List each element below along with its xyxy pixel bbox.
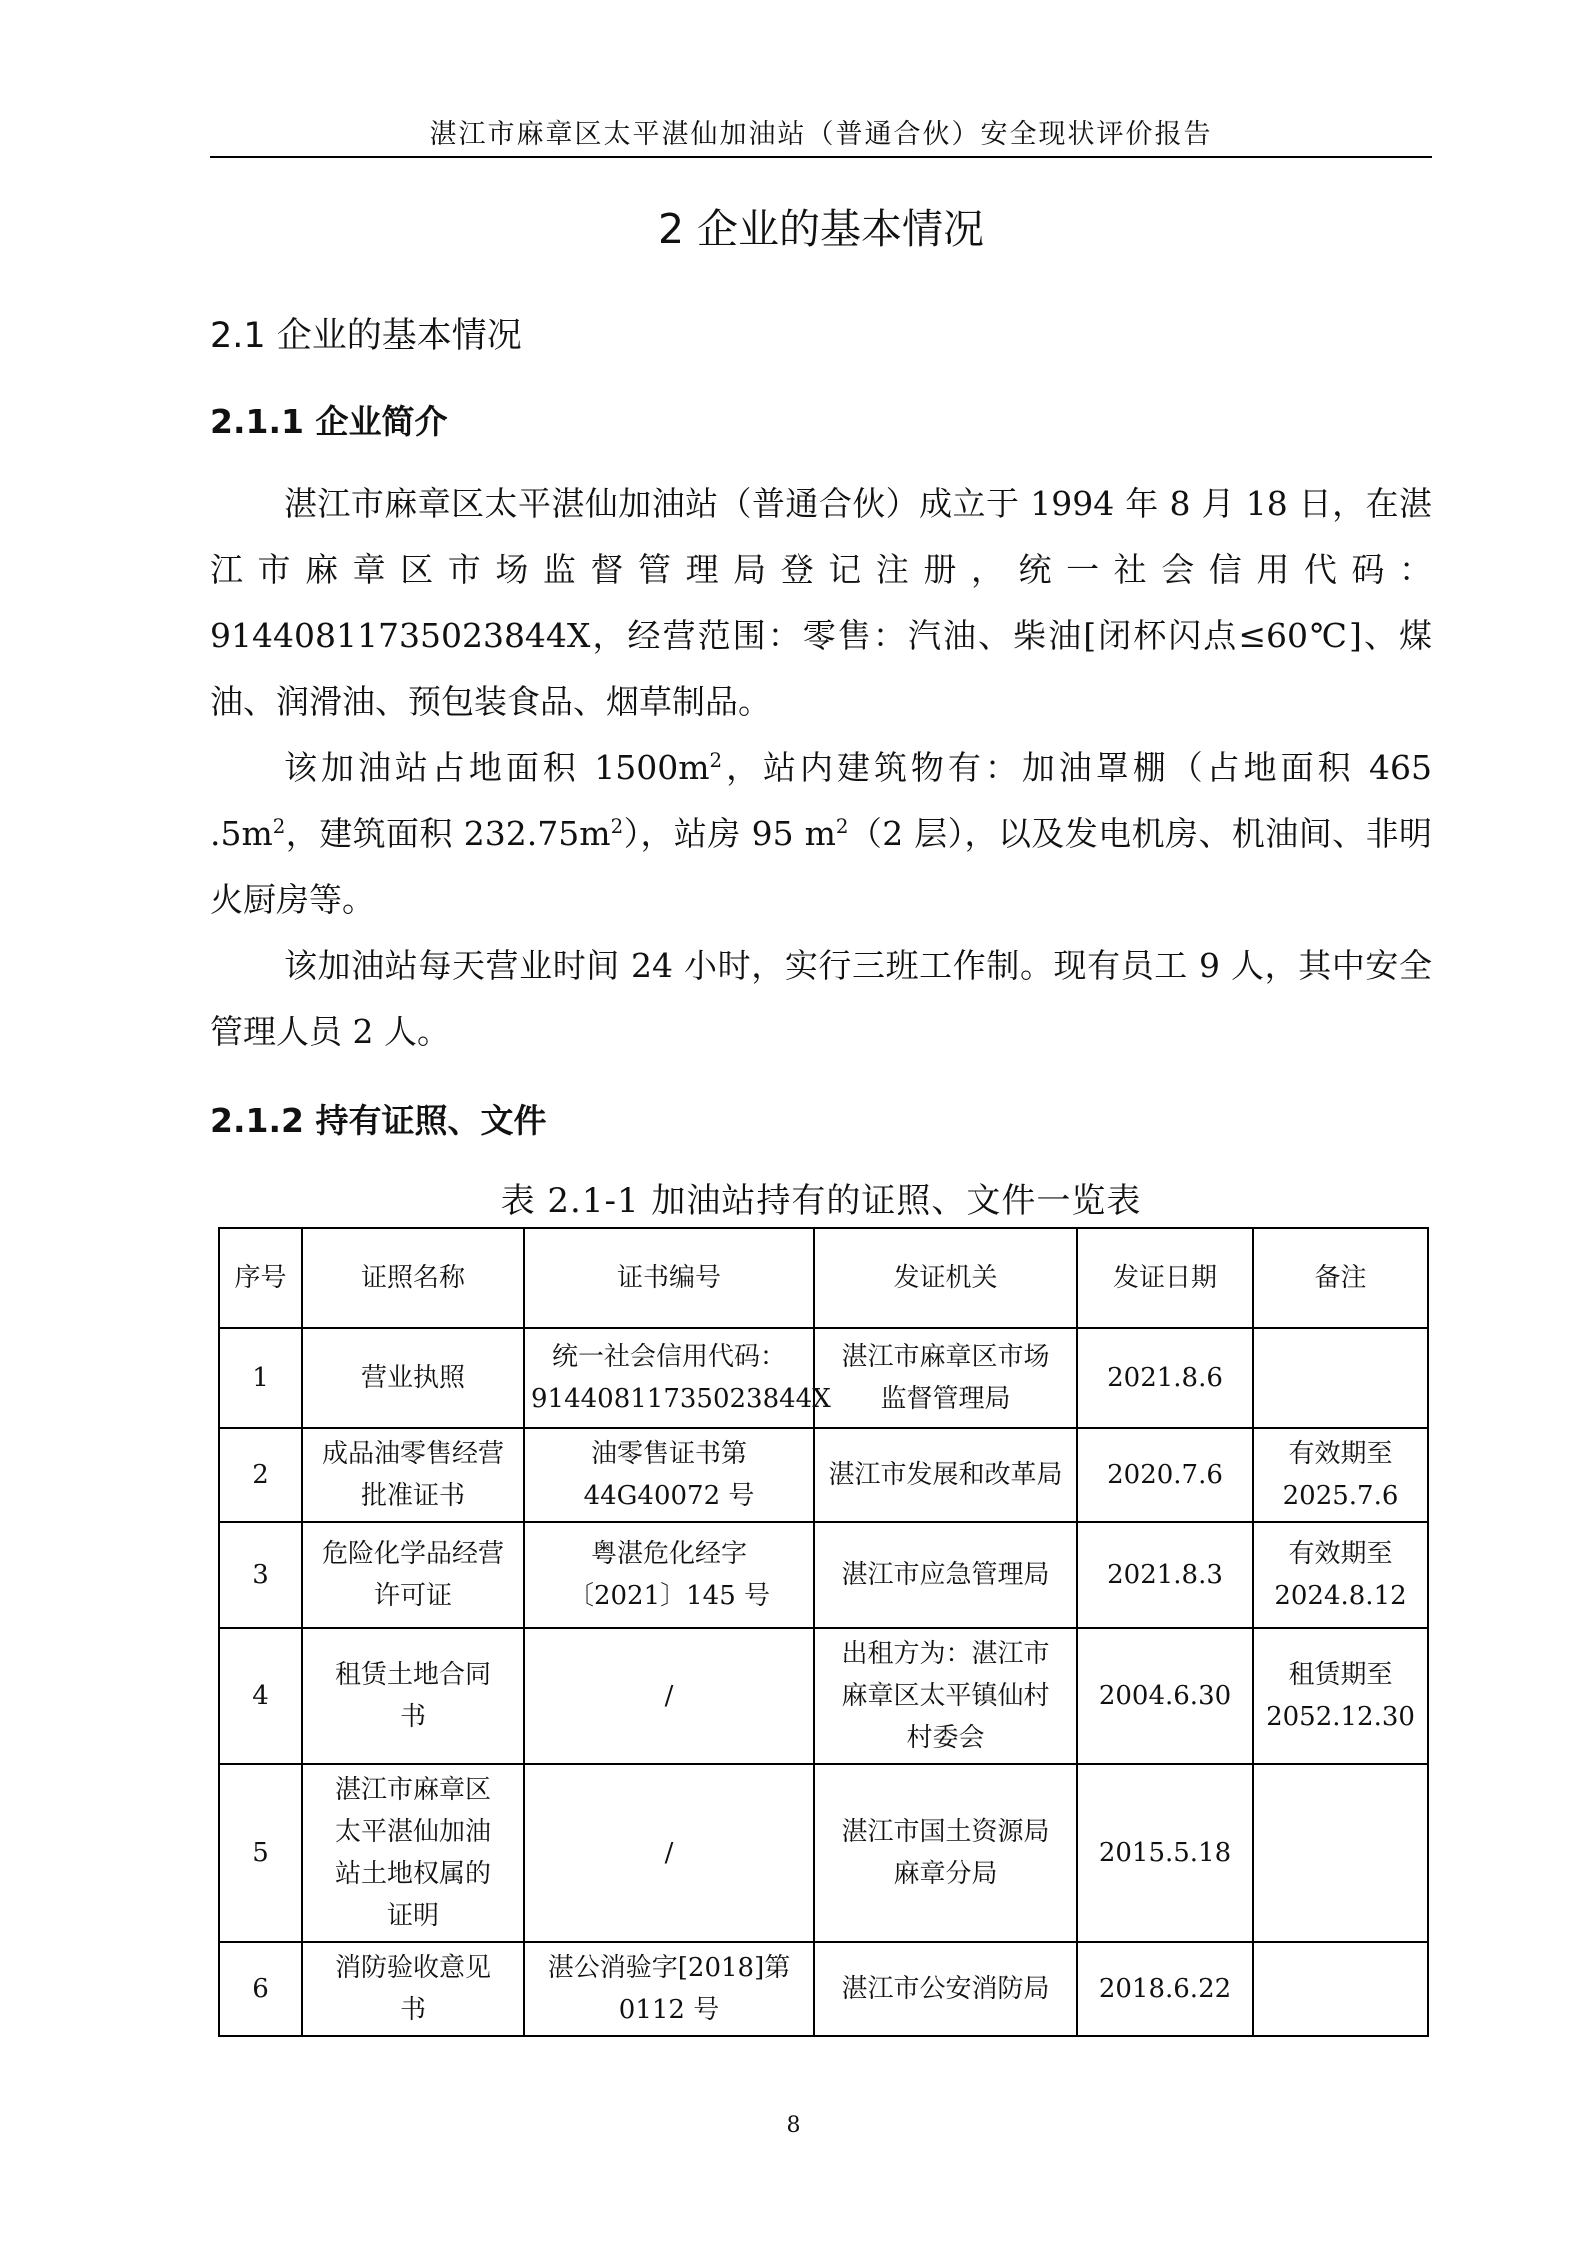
cell-number: 统一社会信用代码：91440811735023844X <box>524 1328 814 1428</box>
running-header: 湛江市麻章区太平湛仙加油站（普通合伙）安全现状评价报告 <box>429 119 1213 150</box>
cell-number: 油零售证书第 44G40072 号 <box>524 1428 814 1522</box>
header-cell-remark: 备注 <box>1253 1228 1428 1328</box>
section-heading-2-1-1: 2.1.1 企业简介 <box>210 402 448 441</box>
cell-remark <box>1253 1328 1428 1428</box>
area-text-e: （2 层），以及发电机房、机油间、非明火厨房等。 <box>210 814 1432 919</box>
cell-number: 湛公消验字[2018]第 0112 号 <box>524 1942 814 2036</box>
cell-index: 5 <box>219 1764 302 1942</box>
cell-index: 1 <box>219 1328 302 1428</box>
page-number: 8 <box>786 2113 801 2138</box>
table-row <box>219 1522 1428 1628</box>
header-cell-issuer: 发证机关 <box>814 1228 1077 1328</box>
cell-index: 3 <box>219 1522 302 1628</box>
cell-issuer: 湛江市应急管理局 <box>814 1522 1077 1628</box>
area-text-d: ），站房 95 m <box>623 814 836 853</box>
cell-index: 6 <box>219 1942 302 2036</box>
cell-date: 2021.8.6 <box>1077 1328 1253 1428</box>
cell-issuer: 湛江市麻章区市场监督管理局 <box>814 1328 1077 1428</box>
cell-remark <box>1253 1764 1428 1942</box>
superscript-2: 2 <box>272 815 286 838</box>
header-cell-number: 证书编号 <box>524 1228 814 1328</box>
table-row <box>219 1328 1428 1428</box>
cell-index: 4 <box>219 1628 302 1764</box>
table-caption: 表 2.1-1 加油站持有的证照、文件一览表 <box>500 1181 1142 1221</box>
cell-remark: 有效期至 2024.8.12 <box>1253 1522 1428 1628</box>
cell-number: / <box>524 1764 814 1942</box>
table-row <box>219 1764 1428 1942</box>
cell-name: 危险化学品经营许可证 <box>302 1522 524 1628</box>
intro-paragraph: 湛江市麻章区太平湛仙加油站（普通合伙）成立于 1994 年 8 月 18 日，在湛江市麻章区市场监督管理局登记注册，统一社会信用代码：91440811735023844X，经营范围：零售：汽油、柴油[闭杯闪点≤60℃]、煤油、润滑油、预包装食品、烟草制品。 <box>210 484 1432 721</box>
cell-index: 2 <box>219 1428 302 1522</box>
cell-name: 消防验收意见书 <box>302 1942 524 2036</box>
section-heading-2-1: 2.1 企业的基本情况 <box>210 316 522 356</box>
superscript-2: 2 <box>835 815 849 838</box>
area-text-c: ，建筑面积 232.75m <box>285 814 611 853</box>
table-header-row <box>219 1228 1428 1328</box>
cell-number: 粤湛危化经字〔2021〕145 号 <box>524 1522 814 1628</box>
table-row <box>219 1628 1428 1764</box>
cell-name: 营业执照 <box>302 1328 524 1428</box>
cell-remark: 有效期至 2025.7.6 <box>1253 1428 1428 1522</box>
cell-issuer: 湛江市国土资源局麻章分局 <box>814 1764 1077 1942</box>
area-text-a: 该加油站占地面积 1500m <box>284 748 710 787</box>
cell-date: 2020.7.6 <box>1077 1428 1253 1522</box>
header-cell-date: 发证日期 <box>1077 1228 1253 1328</box>
area-text-b: ，站内建筑物有：加油罩棚（占地面积 465 .5m <box>210 748 1432 853</box>
section-heading-2-1-2: 2.1.2 持有证照、文件 <box>210 1101 547 1140</box>
cell-issuer: 湛江市公安消防局 <box>814 1942 1077 2036</box>
cell-date: 2021.8.3 <box>1077 1522 1253 1628</box>
cell-remark: 租赁期至 2052.12.30 <box>1253 1628 1428 1764</box>
table-row <box>219 1428 1428 1522</box>
cell-issuer: 湛江市发展和改革局 <box>814 1428 1077 1522</box>
cell-date: 2015.5.18 <box>1077 1764 1253 1942</box>
cell-name: 成品油零售经营批准证书 <box>302 1428 524 1522</box>
cell-name: 湛江市麻章区太平湛仙加油站土地权属的证明 <box>302 1764 524 1942</box>
cell-date: 2004.6.30 <box>1077 1628 1253 1764</box>
superscript-2: 2 <box>610 815 624 838</box>
cell-remark <box>1253 1942 1428 2036</box>
table-row <box>219 1942 1428 2036</box>
certificate-table <box>218 1227 1429 2037</box>
header-rule <box>210 156 1432 158</box>
header-cell-index: 序号 <box>219 1228 302 1328</box>
cell-issuer: 出租方为：湛江市麻章区太平镇仙村村委会 <box>814 1628 1077 1764</box>
cell-name: 租赁土地合同书 <box>302 1628 524 1764</box>
chapter-title: 2 企业的基本情况 <box>657 205 985 253</box>
staff-paragraph: 该加油站每天营业时间 24 小时，实行三班工作制。现有员工 9 人，其中安全管理人员 2 人。 <box>210 946 1432 1051</box>
cell-date: 2018.6.22 <box>1077 1942 1253 2036</box>
area-paragraph <box>210 735 1432 933</box>
header-cell-name: 证照名称 <box>302 1228 524 1328</box>
superscript-2: 2 <box>709 749 723 772</box>
cell-number: / <box>524 1628 814 1764</box>
